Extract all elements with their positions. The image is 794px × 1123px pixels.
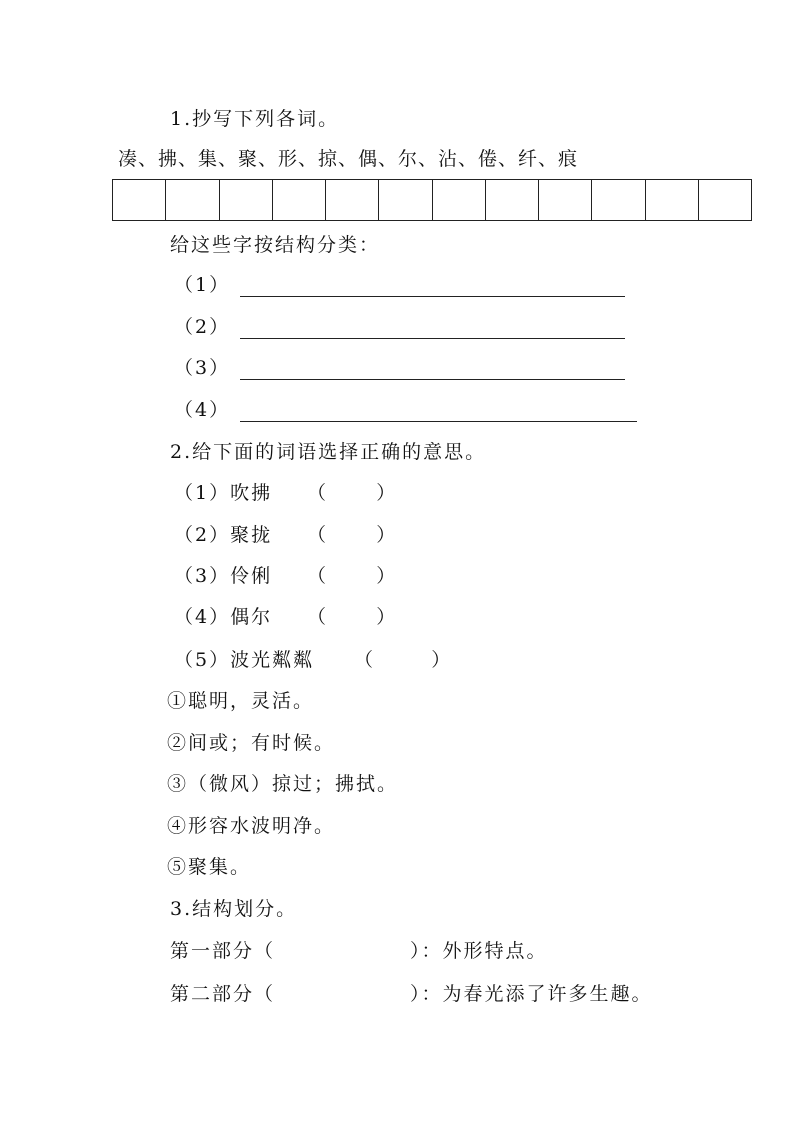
q3-part-1-blank[interactable]	[290, 962, 406, 963]
q2-item-1: （1）吹拂	[174, 482, 273, 504]
q2-item-4-blank[interactable]: （ ）	[307, 606, 398, 628]
q2-title: 2.给下面的词语选择正确的意思。	[170, 441, 487, 463]
q2-item-2-blank[interactable]: （ ）	[307, 524, 398, 546]
q3-part-2-label: 第二部分（	[170, 983, 276, 1005]
grid-cell[interactable]	[273, 180, 326, 220]
grid-cell[interactable]	[699, 180, 751, 220]
q3-part-1-desc: ）：外形特点。	[410, 940, 548, 962]
grid-cell[interactable]	[379, 180, 432, 220]
copy-grid[interactable]	[112, 179, 752, 221]
q1-characters: 凑、拂、集、聚、形、掠、偶、尔、沾、倦、纤、痕	[118, 148, 579, 170]
q2-option-4: ④形容水波明净。	[167, 815, 336, 837]
q2-item-5: （5）波光粼粼	[174, 649, 315, 671]
q1-title: 1.抄写下列各词。	[170, 108, 340, 130]
q1-item-2: （2）	[174, 316, 231, 338]
answer-line-2[interactable]	[240, 338, 625, 339]
q2-option-1: ①聪明，灵活。	[167, 690, 315, 712]
q2-option-5: ⑤聚集。	[167, 856, 252, 878]
q2-item-4: （4）偶尔	[174, 606, 273, 628]
q1-instruction: 给这些字按结构分类：	[170, 234, 381, 256]
grid-cell[interactable]	[166, 180, 219, 220]
q2-option-3: ③（微风）掠过；拂拭。	[167, 773, 399, 795]
grid-cell[interactable]	[433, 180, 486, 220]
grid-cell[interactable]	[592, 180, 645, 220]
grid-cell[interactable]	[646, 180, 699, 220]
grid-cell[interactable]	[539, 180, 592, 220]
q3-part-2-blank[interactable]	[290, 1005, 406, 1006]
grid-cell[interactable]	[486, 180, 539, 220]
answer-line-4[interactable]	[240, 421, 637, 422]
grid-cell[interactable]	[326, 180, 379, 220]
q3-part-2-desc: ）：为春光添了许多生趣。	[410, 983, 653, 1005]
answer-line-1[interactable]	[240, 296, 625, 297]
q3-title: 3.结构划分。	[170, 898, 298, 920]
q1-item-4: （4）	[174, 399, 231, 421]
q2-option-2: ②间或；有时候。	[167, 732, 336, 754]
grid-cell[interactable]	[113, 180, 166, 220]
q1-item-1: （1）	[174, 274, 231, 296]
answer-line-3[interactable]	[240, 379, 625, 380]
q2-item-3: （3）伶俐	[174, 565, 273, 587]
q2-item-1-blank[interactable]: （ ）	[307, 482, 398, 504]
q2-item-3-blank[interactable]: （ ）	[307, 565, 398, 587]
grid-cell[interactable]	[220, 180, 273, 220]
q1-item-3: （3）	[174, 357, 231, 379]
q2-item-2: （2）聚拢	[174, 524, 273, 546]
q2-item-5-blank[interactable]: （ ）	[354, 649, 453, 671]
q3-part-1-label: 第一部分（	[170, 940, 276, 962]
